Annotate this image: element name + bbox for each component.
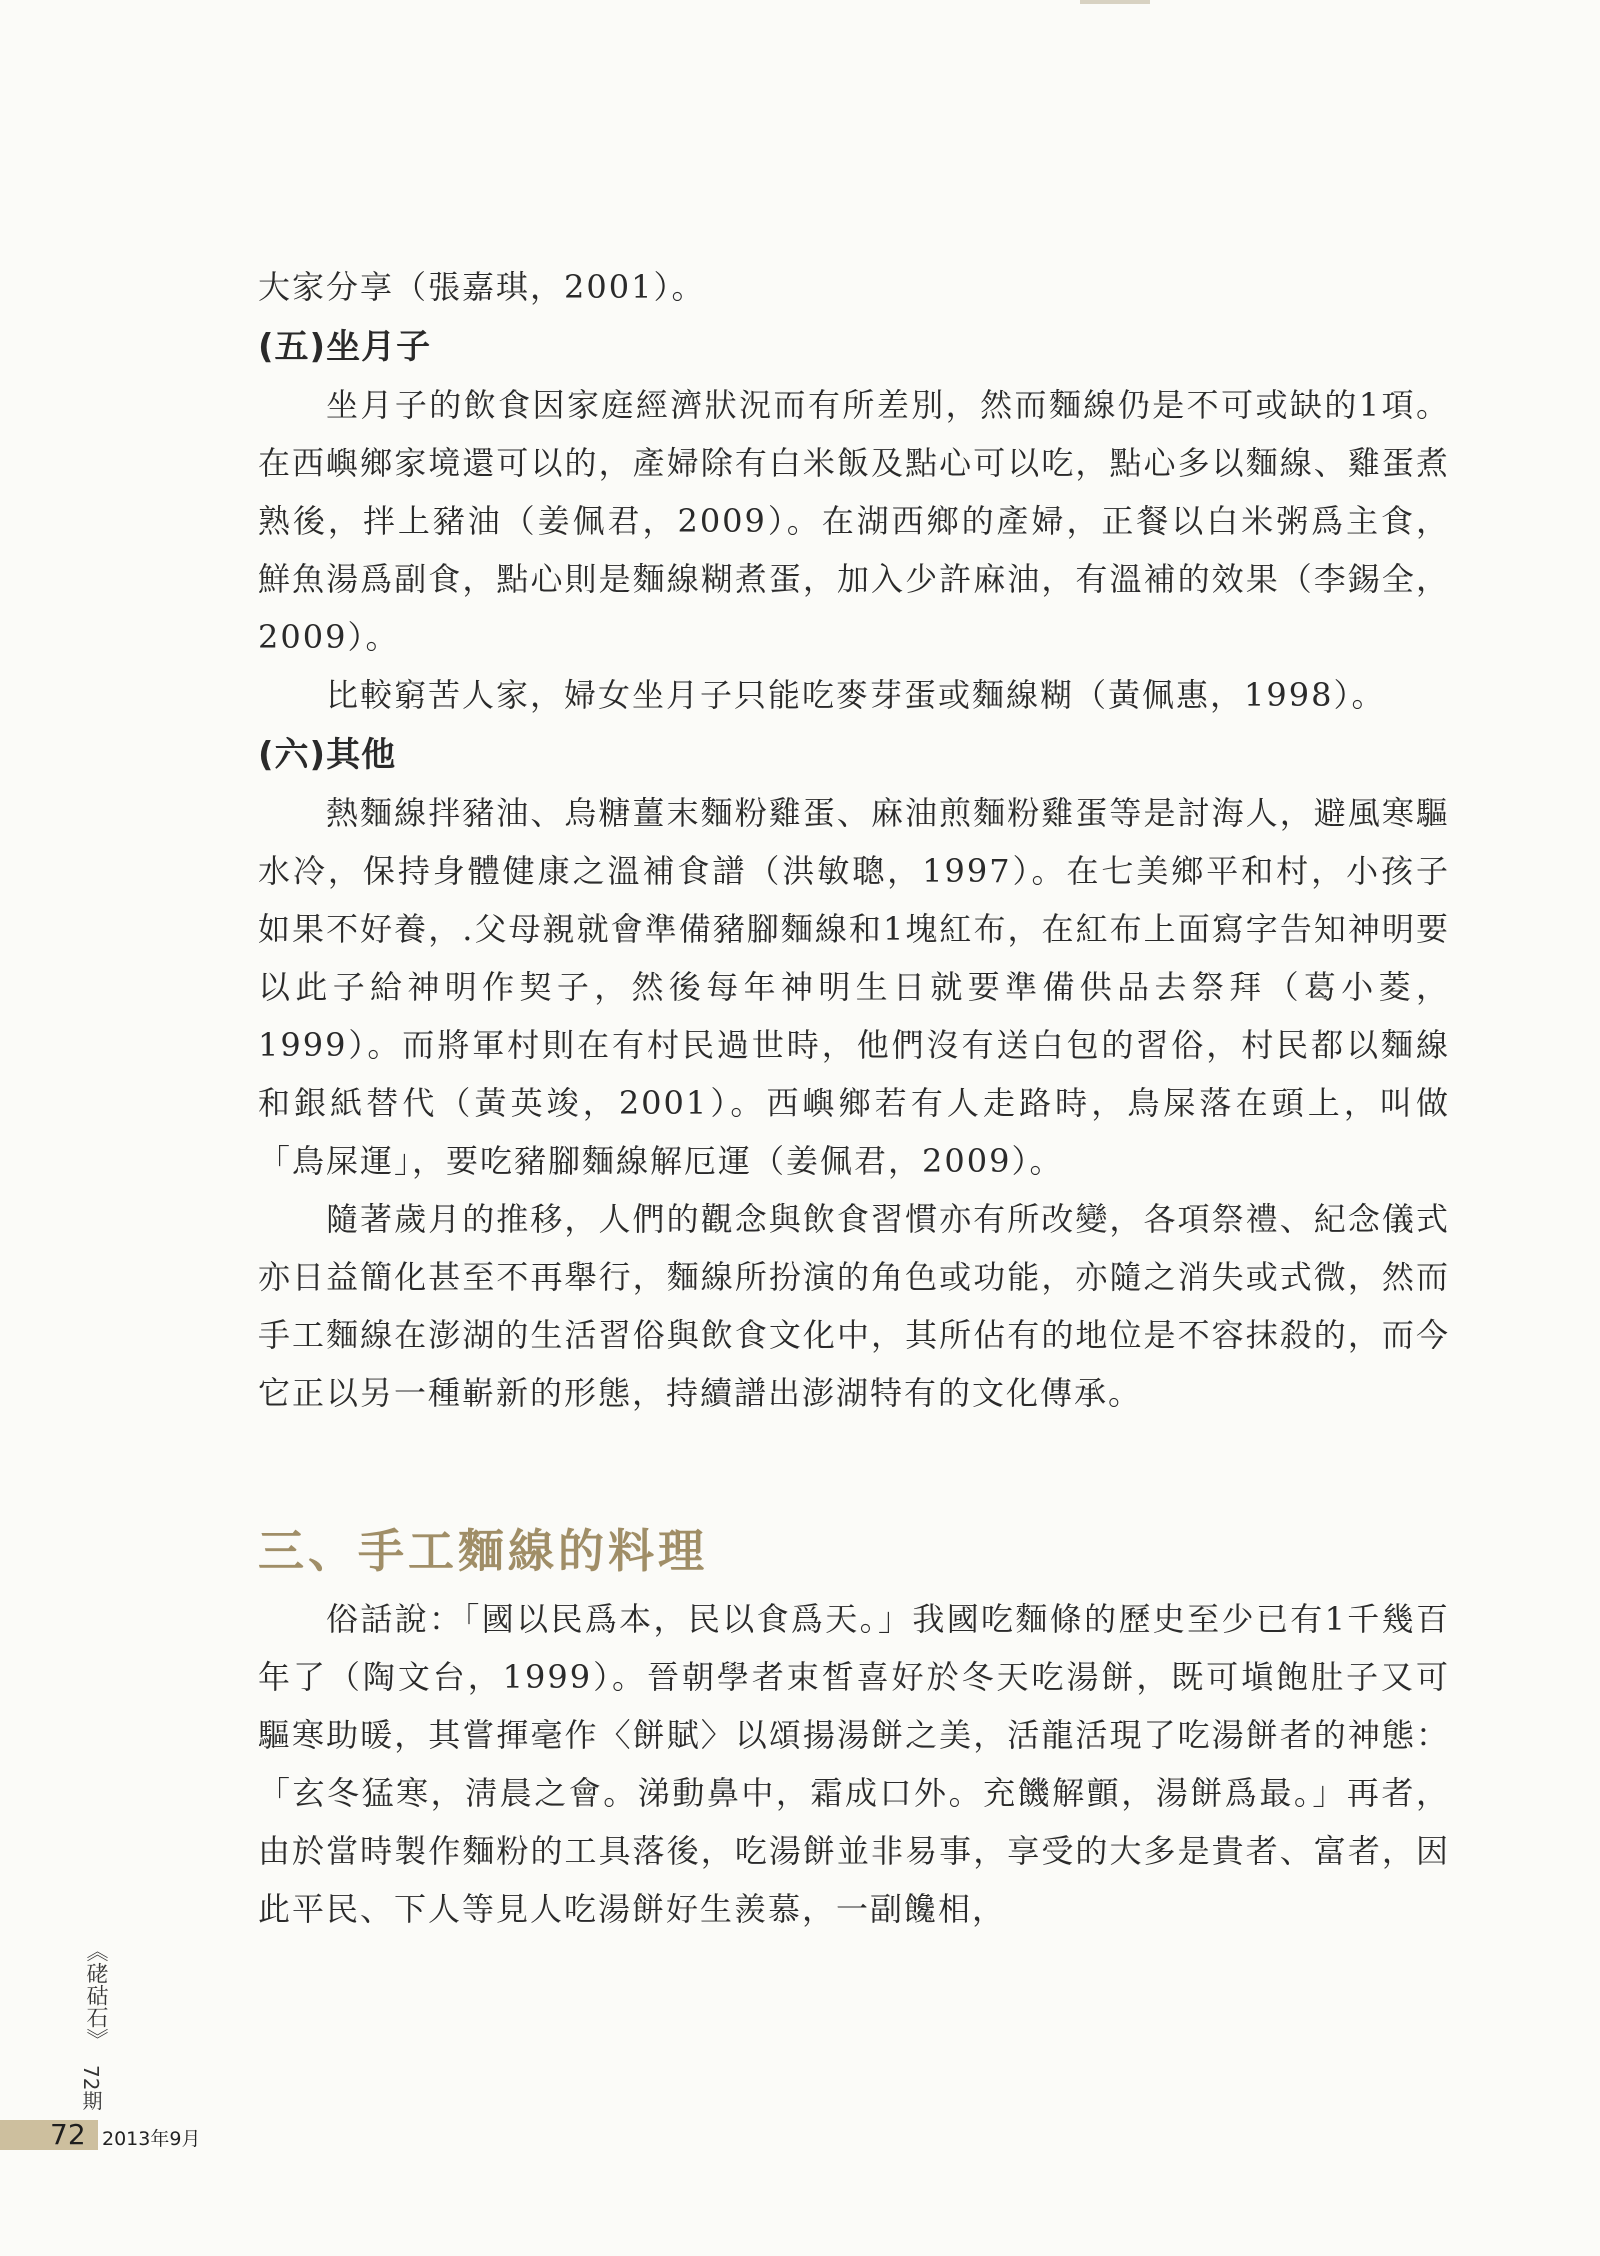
top-edge-mark [1080,0,1150,4]
article-body [258,256,1450,1938]
page-number: 72 [50,2118,86,2151]
issue-label: 72期 [79,2065,103,2111]
section-three-heading: 三、手工麵線的料理 [258,1524,708,1578]
paragraph-five-1: 坐月子的飲食因家庭經濟狀況而有所差別，然而麵線仍是不可或缺的1項。在西嶼鄉家境還可以的，產婦除有白米飯及點心可以吃，點心多以麵線、雞蛋煮熟後，拌上豬油（姜佩君，2009）。在湖西鄉的產婦，正餐以白米粥爲主食，鮮魚湯爲副食，點心則是麵線糊煮蛋，加入少許麻油，有溫補的效果（李錫全，2009）。 [258,386,1450,656]
paragraph-six-2: 隨著歲月的推移，人們的觀念與飲食習慣亦有所改變，各項祭禮、紀念儀式亦日益簡化甚至不再舉行，麵線所扮演的角色或功能，亦隨之消失或式微，然而手工麵線在澎湖的生活習俗與飲食文化中，其所佔有的地位是不容抹殺的，而今它正以另一種嶄新的形態，持續譜出澎湖特有的文化傳承。 [258,1200,1450,1412]
subheading-six: (六)其他 [258,735,397,775]
subheading-five: (五)坐月子 [258,327,432,367]
paragraph-five-2: 比較窮苦人家，婦女坐月子只能吃麥芽蛋或麵線糊（黃佩惠，1998）。 [326,676,1386,714]
issue-date: 2013年9月 [102,2128,201,2150]
intro-paragraph: 大家分享（張嘉琪，2001）。 [258,268,706,306]
magazine-title: 《硓𥑮石》 [83,1940,108,2050]
paragraph-three-1: 俗話說：「國以民爲本，民以食爲天。」我國吃麵條的歷史至少已有1千幾百年了（陶文台，1999）。晉朝學者束皙喜好於冬天吃湯餅，既可塡飽肚子又可驅寒助暖，其嘗揮毫作〈餅賦〉以頌揚湯餅之美，活龍活現了吃湯餅者的神態：「玄冬猛寒，淸晨之會。涕動鼻中，霜成口外。充饑解顫，湯餅爲最。」再者，由於當時製作麵粉的工具落後，吃湯餅並非易事，享受的大多是貴者、富者，因此平民、下人等見人吃湯餅好生羨慕，一副饞相， [258,1600,1450,1928]
paragraph-six-1: 熱麵線拌豬油、烏糖薑末麵粉雞蛋、麻油煎麵粉雞蛋等是討海人，避風寒驅水冷，保持身體健康之溫補食譜（洪敏聰，1997）。在七美鄉平和村，小孩子如果不好養，.父母親就會準備豬腳麵線和1塊紅布，在紅布上面寫字告知神明要以此子給神明作契子，然後每年神明生日就要準備供品去祭拜（葛小菱，1999）。而將軍村則在有村民過世時，他們沒有送白包的習俗，村民都以麵線和銀紙替代（黃英竣，2001）。西嶼鄉若有人走路時，鳥屎落在頭上，叫做「鳥屎運」，要吃豬腳麵線解厄運（姜佩君，2009）。 [258,794,1450,1180]
